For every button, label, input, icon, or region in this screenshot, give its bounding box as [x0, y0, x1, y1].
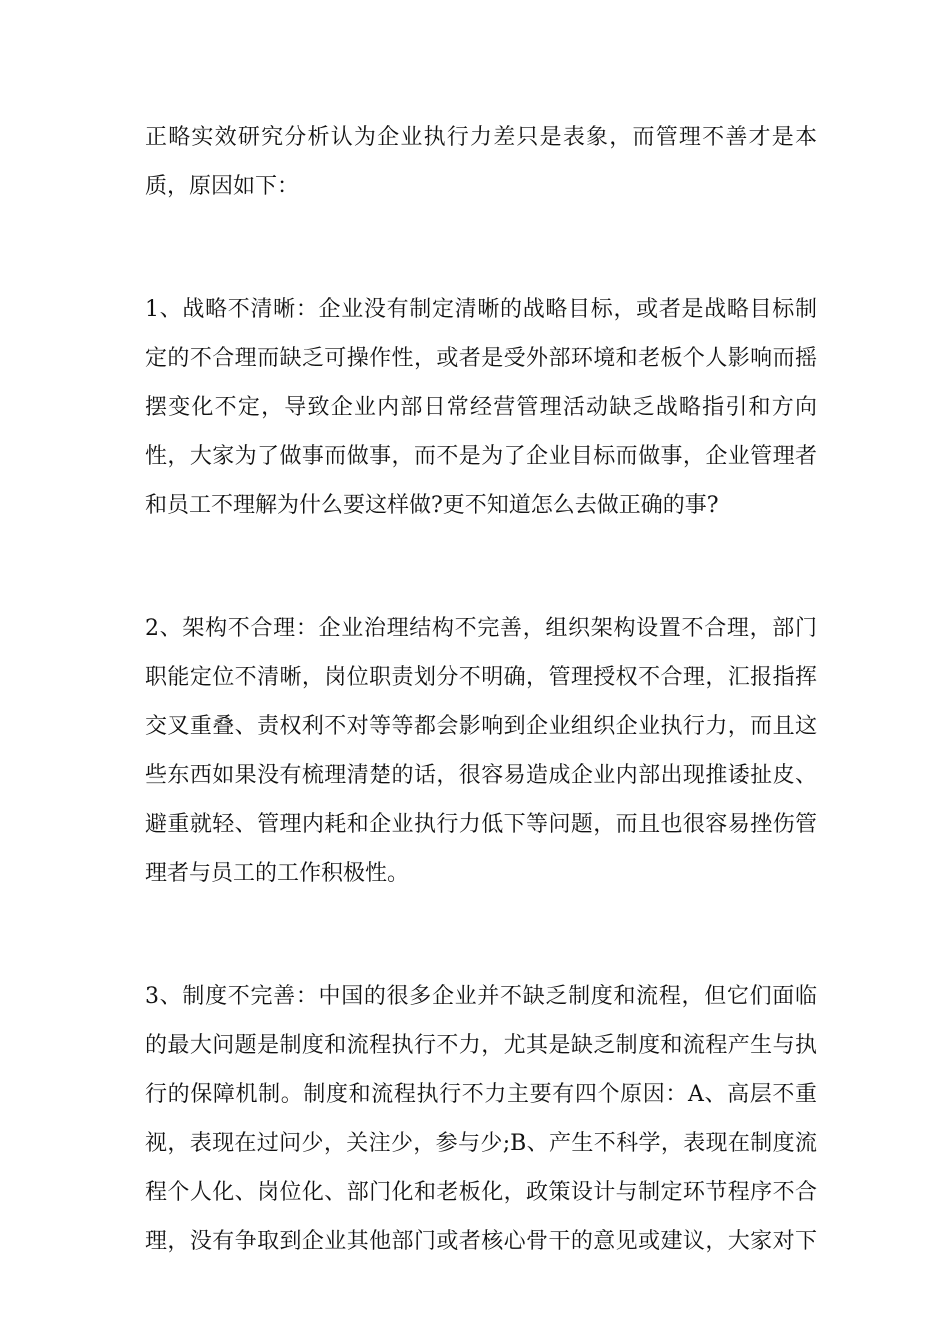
paragraph-structure [145, 604, 817, 898]
text-line: 质，原因如下： [145, 174, 300, 199]
text-line: 和员工不理解为什么要这样做?更不知道怎么去做正确的事? [145, 493, 719, 518]
text-line: 避重就轻、管理内耗和企业执行力低下等问题，而且也很容易挫伤管 [145, 812, 817, 837]
text-line: 定的不合理而缺乏可操作性，或者是受外部环境和老板个人影响而摇 [145, 346, 817, 371]
paragraph-strategy [145, 285, 817, 530]
text-line: 行的保障机制。制度和流程执行不力主要有四个原因：A、高层不重 [145, 1082, 817, 1107]
text-line: 摆变化不定，导致企业内部日常经营管理活动缺乏战略指引和方向 [145, 395, 817, 420]
text-line: 些东西如果没有梳理清楚的话，很容易造成企业内部出现推诿扯皮、 [145, 763, 817, 788]
text-line: 的最大问题是制度和流程执行不力，尤其是缺乏制度和流程产生与执 [145, 1033, 817, 1058]
text-line: 职能定位不清晰，岗位职责划分不明确，管理授权不合理，汇报指挥 [145, 665, 817, 690]
text-line: 1、战略不清晰：企业没有制定清晰的战略目标，或者是战略目标制 [145, 297, 817, 322]
paragraph-system [145, 972, 817, 1266]
text-line: 2、架构不合理：企业治理结构不完善，组织架构设置不合理，部门 [145, 616, 817, 641]
paragraph-intro [145, 113, 817, 211]
text-line: 正略实效研究分析认为企业执行力差只是表象，而管理不善才是本 [145, 125, 817, 150]
text-line: 视，表现在过问少，关注少，参与少;B、产生不科学，表现在制度流 [145, 1131, 817, 1156]
text-line: 性，大家为了做事而做事，而不是为了企业目标而做事，企业管理者 [145, 444, 817, 469]
text-line: 理者与员工的工作积极性。 [145, 861, 410, 886]
text-line: 程个人化、岗位化、部门化和老板化，政策设计与制定环节程序不合 [145, 1180, 817, 1205]
text-line: 交叉重叠、责权利不对等等都会影响到企业组织企业执行力，而且这 [145, 714, 817, 739]
text-line: 3、制度不完善：中国的很多企业并不缺乏制度和流程，但它们面临 [145, 984, 817, 1009]
document-body [145, 113, 817, 1340]
text-line: 理，没有争取到企业其他部门或者核心骨干的意见或建议，大家对下 [145, 1229, 817, 1254]
